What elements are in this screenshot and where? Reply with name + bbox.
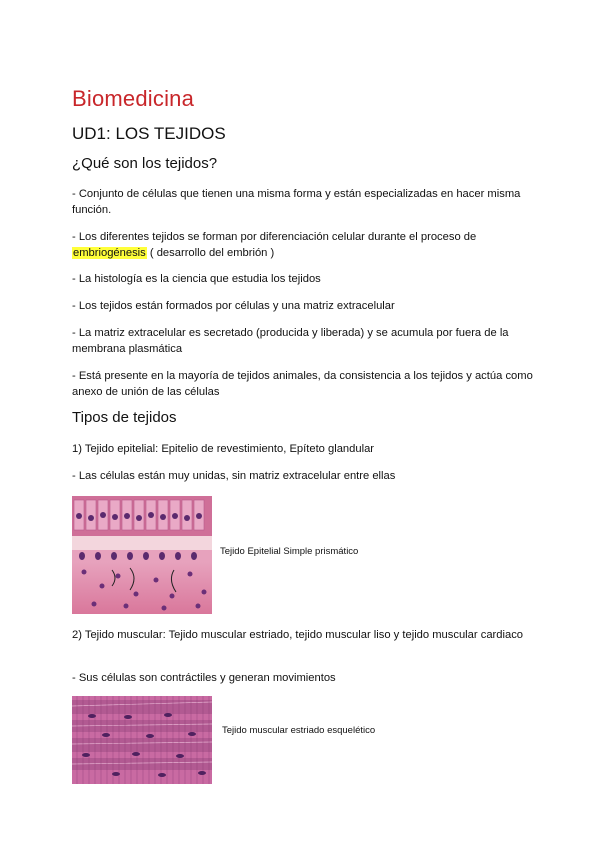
epithelial-micrograph — [72, 496, 212, 614]
unit-heading: UD1: LOS TEJIDOS — [72, 124, 226, 143]
muscle-micrograph — [72, 696, 212, 784]
types-heading: Tipos de tejidos — [72, 409, 177, 426]
paragraph-differentiation-text: - Los diferentes tejidos se forman por diferenciación celular durante el proceso de — [72, 231, 477, 243]
question-heading: ¿Qué son los tejidos? — [72, 155, 218, 172]
muscle-image-caption: Tejido muscular estriado esquelético — [222, 725, 376, 736]
paragraph-differentiation-note: ( desarrollo del embrión ) — [149, 247, 275, 259]
highlighted-term: embriogénesis — [73, 247, 146, 259]
paragraph-differentiation — [72, 229, 542, 261]
tissue-muscular-note: - Sus células son contráctiles y generan movimientos — [72, 672, 336, 684]
muscle-tissue-image — [72, 696, 212, 784]
tissue-epithelial-note: - Las células están muy unidas, sin matriz extracelular entre ellas — [72, 470, 396, 482]
tissue-muscular: 2) Tejido muscular: Tejido muscular estriado, tejido muscular liso y tejido muscular cardiaco — [72, 629, 524, 641]
tissue-epithelial: 1) Tejido epitelial: Epitelio de revestimiento, Epíteto glandular — [72, 443, 375, 455]
paragraph-histology: - La histología es la ciencia que estudia los tejidos — [72, 273, 321, 285]
paragraph-composition: - Los tejidos están formados por células y una matriz extracelular — [72, 300, 395, 312]
paragraph-presence: - Está presente en la mayoría de tejidos animales, da consistencia a los tejidos y actúa como anexo de unión de las células — [72, 370, 533, 398]
epithelial-tissue-image — [72, 496, 212, 614]
epithelial-image-caption: Tejido Epitelial Simple prismático — [220, 546, 359, 557]
paragraph-matrix: - La matriz extracelular es secretado (producida y liberada) y se acumula por fuera de la membrana plasmática — [72, 327, 509, 355]
paragraph-definition: - Conjunto de células que tienen una misma forma y están especializadas en hacer misma función. — [72, 188, 521, 216]
document-title: Biomedicina — [72, 86, 195, 111]
